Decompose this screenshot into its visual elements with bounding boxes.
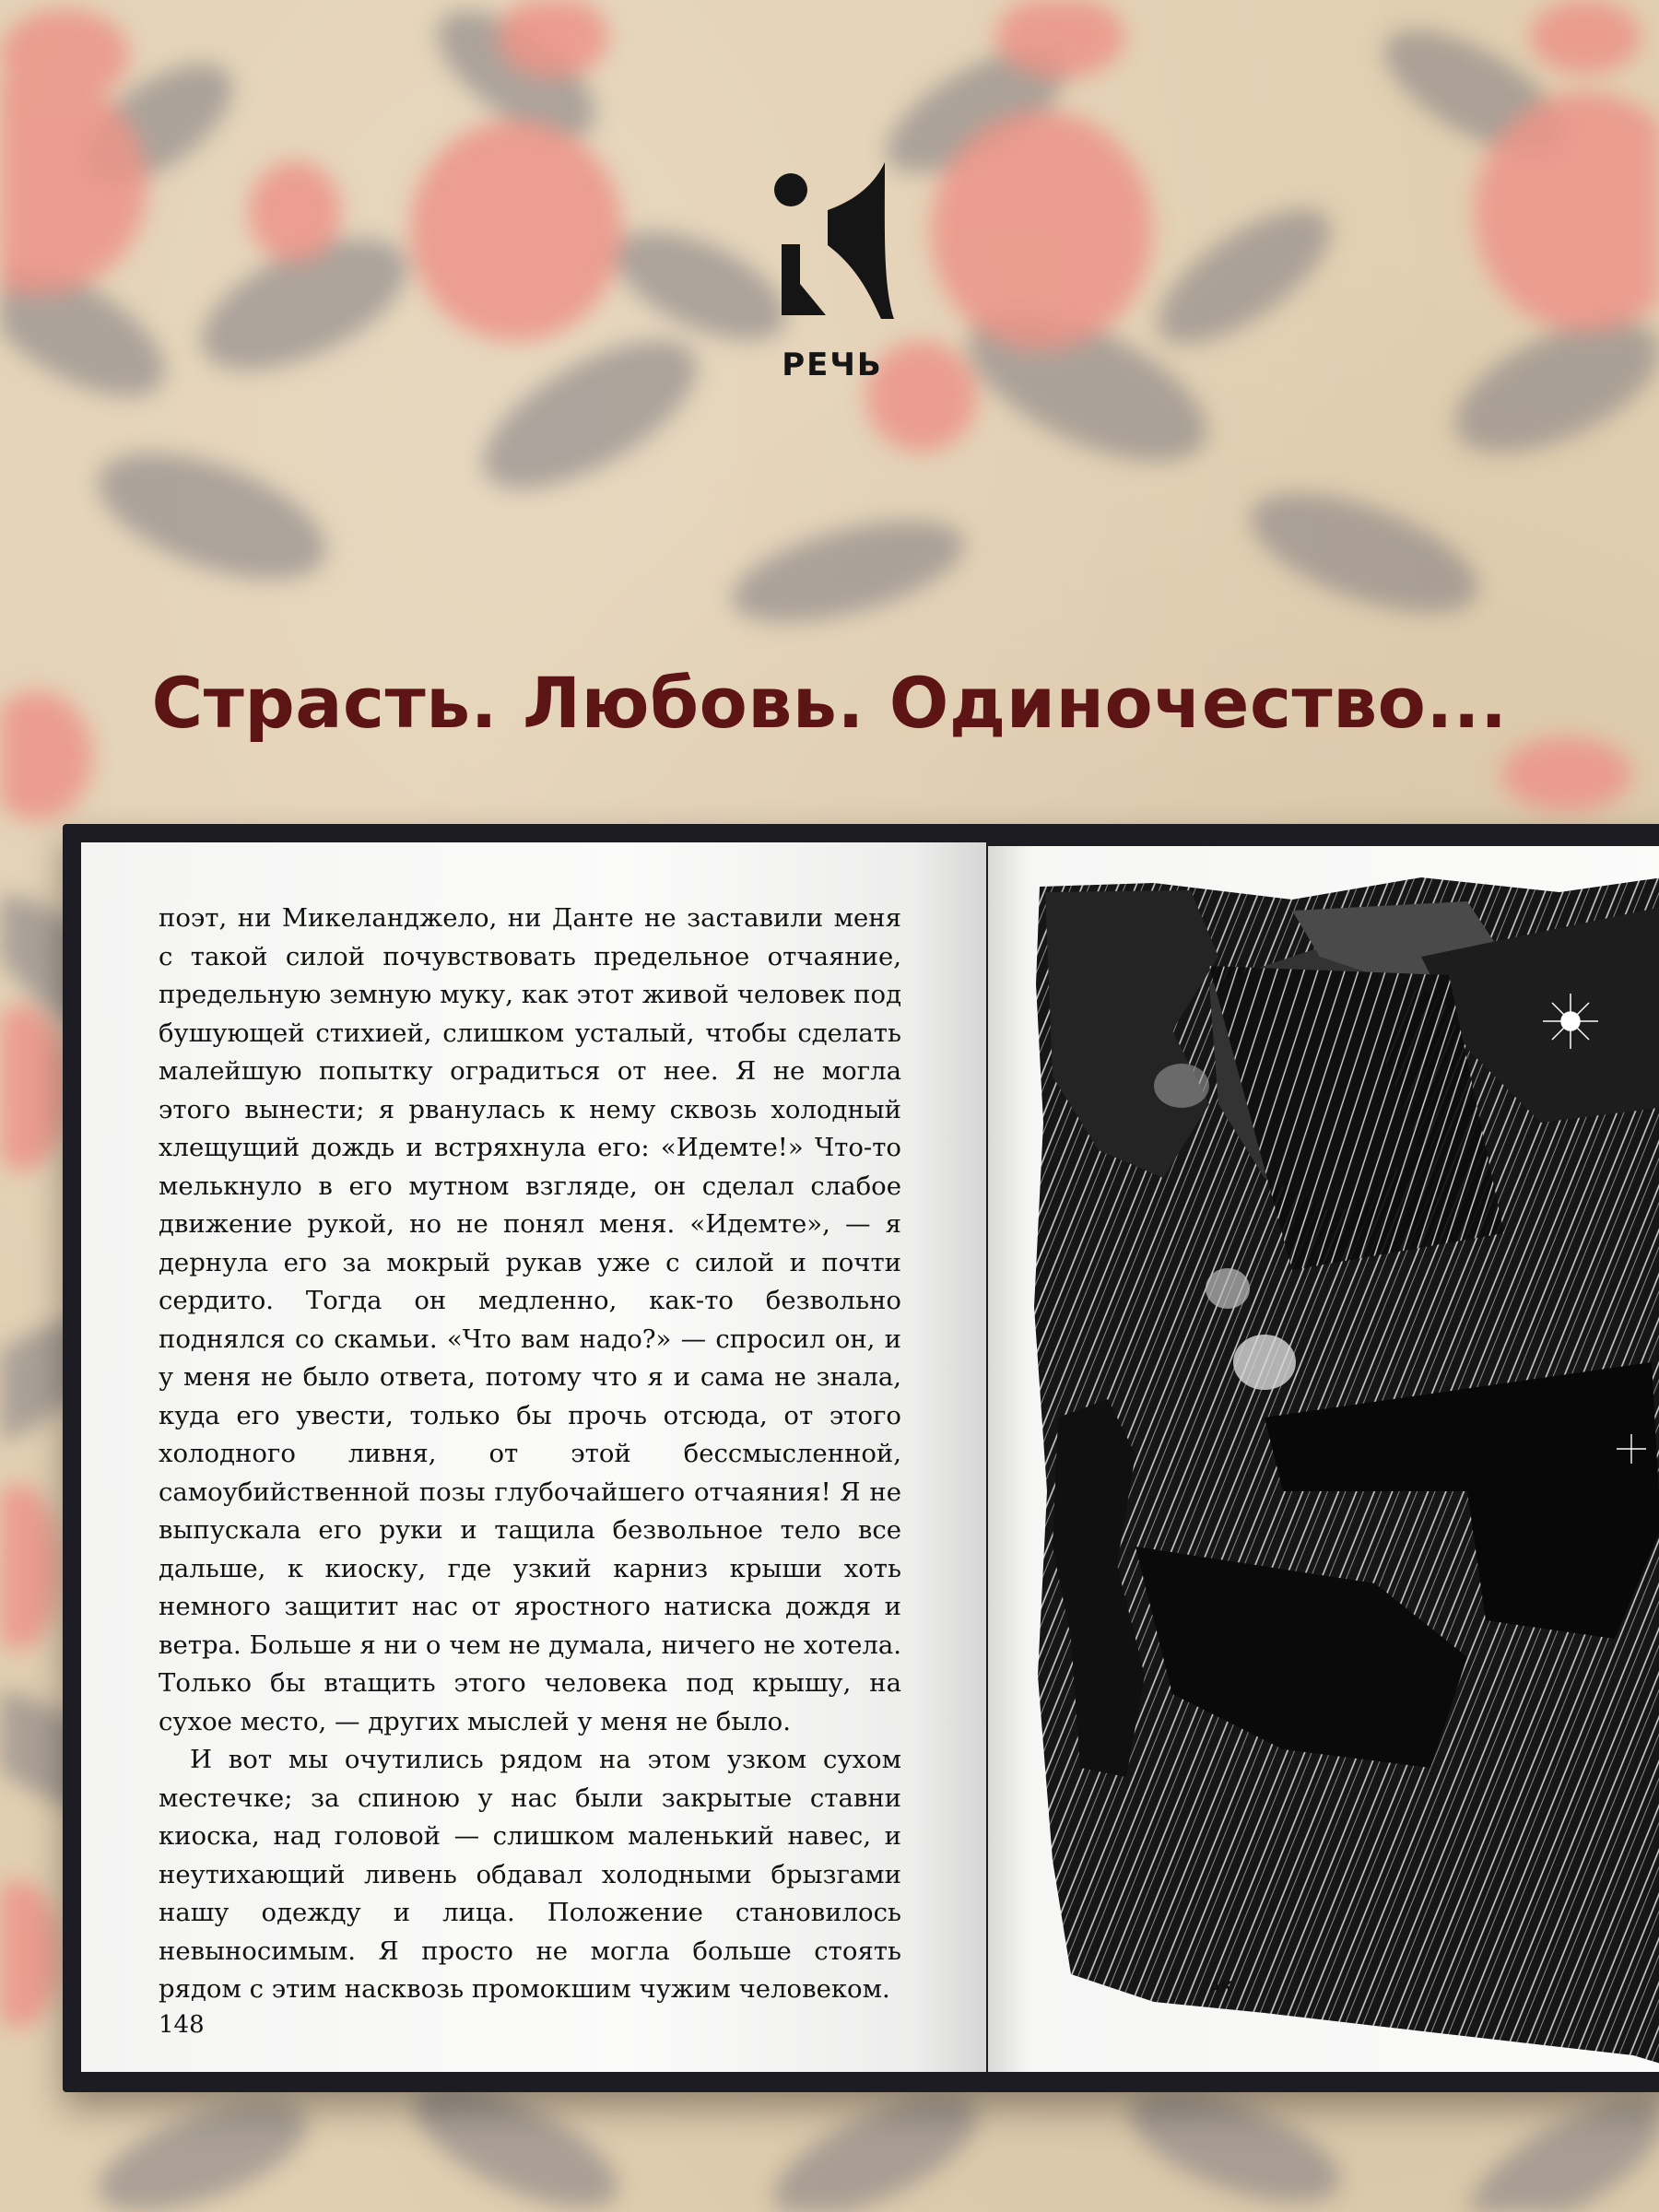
left-page [81, 842, 986, 2072]
logo-mark-icon [754, 157, 911, 341]
publisher-logo [754, 157, 911, 387]
open-book [63, 824, 1659, 2092]
right-page [988, 846, 1659, 2072]
headline: Страсть. Любовь. Одиночество... [151, 662, 1508, 744]
illustration-signature: АК [1209, 1978, 1233, 1995]
logo-wordmark: РЕЧЬ [782, 347, 883, 383]
paragraph: И вот мы очутились рядом на этом узком сухом местечке; за спиною у нас были закрытые ставни киоска, над головой — слишком маленький навес, и неутихающий ливень обдавал холодными брызгами нашу одежду и лица. Положение становилось невыносимым. Я просто не могла больше стоять рядом с этим насквозь промокшим чужим человеком. [159, 1745, 901, 2004]
page-text [159, 900, 901, 2009]
storm-illustration [988, 846, 1659, 2072]
page-number: 148 [159, 2011, 205, 2039]
paragraph: поэт, ни Микеланджело, ни Данте не заставили меня с такой силой почувствовать предельное отчаяние, предельную земную муку, как этот живой человек под бушующей стихией, слишком усталый, чтобы сделать малейшую попытку оградиться от нее. Я не могла этого вынести; я рванулась к нему сквозь холодный хлещущий дождь и встряхнула его: «Идемте!» Что-то мелькнуло в его мутном взгляде, он сделал слабое движение рукой, но не понял меня. «Идемте», — я дернула его за мокрый рукав уже с силой и почти сердито. Тогда он медленно, как-то безвольно поднялся со скамьи. «Что вам надо?» — спросил он, и у меня не было ответа, потому что я и сама не знала, куда его увести, только бы прочь отсюда, от этого холодного ливня, от этой бессмысленной, самоубийственной позы глубочайшего отчаяния! Я не выпускала его руки и тащила безвольное тело все дальше, к киоску, где узкий карниз крыши хоть немного защитит нас от яростного натиска дождя и ветра. Больше я ни о чем не думала, ничего не хотела. Только бы втащить этого человека под крышу, на сухое место, — других мыслей у меня не было. [159, 903, 901, 1736]
